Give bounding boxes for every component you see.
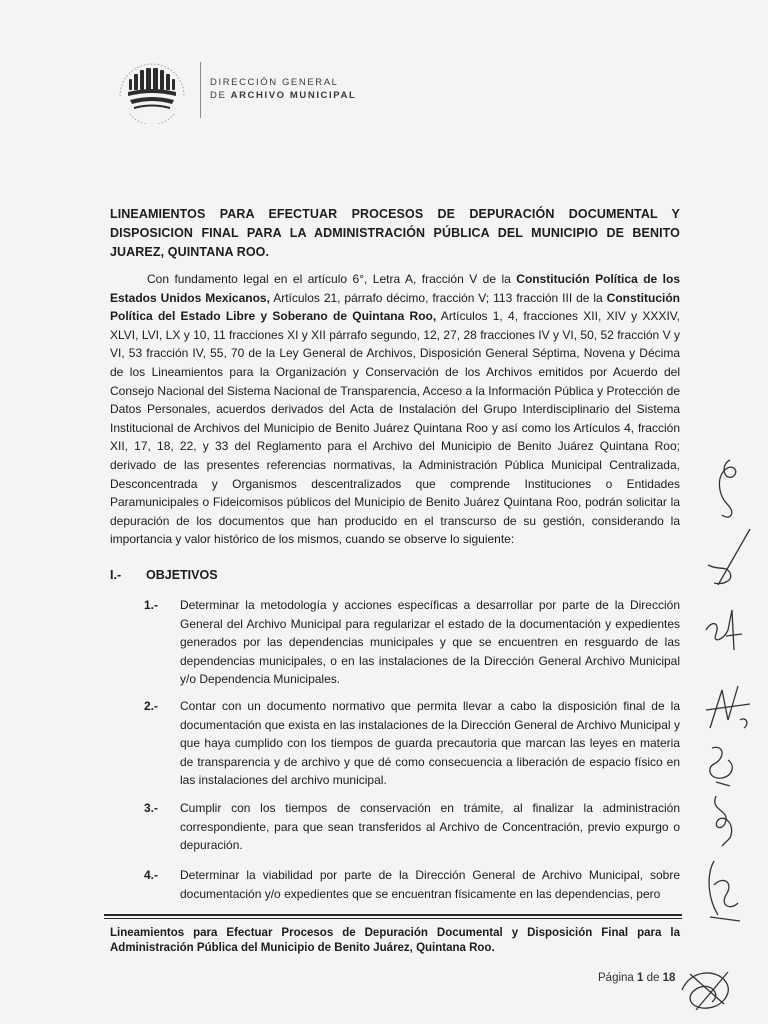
item-number: 2.-	[144, 699, 159, 713]
footer-rule-thin	[104, 918, 682, 919]
document-title: LINEAMIENTOS PARA EFECTUAR PROCESOS DE DEPURACIÓN DOCUMENTAL Y DISPOSICION FINAL PARA LA ADMINISTRACIÓN PÚBLICA DEL MUNICIPIO DE BENITO JUAREZ, QUINTANA ROO.	[110, 207, 680, 259]
list-item	[144, 697, 680, 790]
list-item	[144, 799, 680, 855]
footer-text: Lineamientos para Efectuar Procesos de Depuración Documental y Disposición Final para la Administración Pública del Municipio de Benito Juárez, Quintana Roo.	[110, 927, 680, 954]
municipal-logo	[112, 56, 192, 124]
signature-initial	[700, 525, 760, 595]
item-text: Determinar la viabilidad por parte de la Dirección General de Archivo Municipal, sobre documentación y/o expedientes que se encuentran físicamente en las dependencias, pero	[180, 868, 680, 901]
item-text: Contar con un documento normativo que permita llevar a cabo la disposición final de la documentación que exista en las instalaciones de la Dirección General de Archivo Municipal y que haya cumplido con los tiempos de guarda precautoria que marcan las leyes en materia de transparencia y de archivo y que dé como consecuencia a liberación de espacio físico en las instalaciones del archivo municipal.	[180, 699, 680, 788]
list-item	[144, 866, 680, 903]
page-number: Página 1 de 18	[598, 972, 676, 984]
section-number: I.-	[110, 568, 122, 582]
signature-initial	[700, 855, 750, 925]
item-number: 1.-	[144, 598, 159, 612]
footer-rule	[104, 914, 682, 916]
list-item	[144, 596, 680, 689]
organization-name	[210, 76, 356, 102]
signature-initial	[676, 960, 736, 1016]
section-heading	[110, 568, 218, 582]
signature-initial	[700, 790, 750, 850]
item-number: 4.-	[144, 868, 159, 882]
signature-initial	[700, 740, 745, 790]
item-text: Cumplir con los tiempos de conservación en trámite, al finalizar la administración correspondiente, para que sean transferidos al Archivo de Concentración, previo expurgo o depuración.	[180, 801, 680, 853]
org-line-1: DIRECCIÓN GENERAL	[210, 77, 339, 88]
signature-initial	[698, 600, 748, 660]
signature-initial	[700, 455, 750, 525]
signature-initial	[700, 680, 755, 735]
item-number: 3.-	[144, 801, 159, 815]
item-text: Determinar la metodología y acciones específicas a desarrollar por parte de la Dirección General del Archivo Municipal para regularizar el estado de la documentación y expedientes generados por las dependencias municipales y que se encuentren en resguardo de las dependencias municipales, o en las instalaciones de la Dirección General Archivo Municipal y/o Dependencia Municipales.	[180, 598, 680, 687]
section-label: OBJETIVOS	[146, 568, 218, 582]
header-divider	[200, 62, 201, 118]
intro-paragraph: Con fundamento legal en el artículo 6°, Letra A, fracción V de la Constitución Política de los Estados Unidos Mexicanos, Artículos 21, párrafo décimo, fracción V; 113 fracción III de la Constitución Política del Estado Libre y Soberano de Quintana Roo, Artículos 1, 4, fracciones XII, XIV y XXXIV, XLVI, LVI, LX y 10, 11 fracciones XI y XII párrafo segundo, 12, 27, 28 fracciones IV y VI, 50, 52 fracción V y VI, 53 fracción IV, 55, 70 de la Ley General de Archivos, Disposición General Séptima, Novena y Décima de los Lineamientos para la Organización y Conservación de los Archivos emitidos por Acuerdo del Consejo Nacional del Sistema Nacional de Transparencia, Acceso a la Información Pública y Protección de Datos Personales, acuerdos derivados del Acta de Instalación del Grupo Interdisciplinario del Sistema Institucional de Archivos del Municipio de Benito Juárez Quintana Roo y así como los Artículos 4, fracción XII, 17, 18, 22, y 33 del Reglamento para el Archivo del Municipio de Benito Juárez Quintana Roo; derivado de las presentes referencias normativas, la Administración Pública Municipal Centralizada, Desconcentrada y Organismos descentralizados que comprende Instituciones o Entidades Paramunicipales o Fideicomisos públicos del Municipio de Benito Juárez Quintana Roo, podrán solicitar la depuración de los documentos que han producido en el transcurso de su gestión, considerando la importancia y valor histórico de los mismos, cuando se observe lo siguiente:	[110, 272, 681, 547]
org-line-2: DE ARCHIVO MUNICIPAL	[210, 90, 357, 101]
